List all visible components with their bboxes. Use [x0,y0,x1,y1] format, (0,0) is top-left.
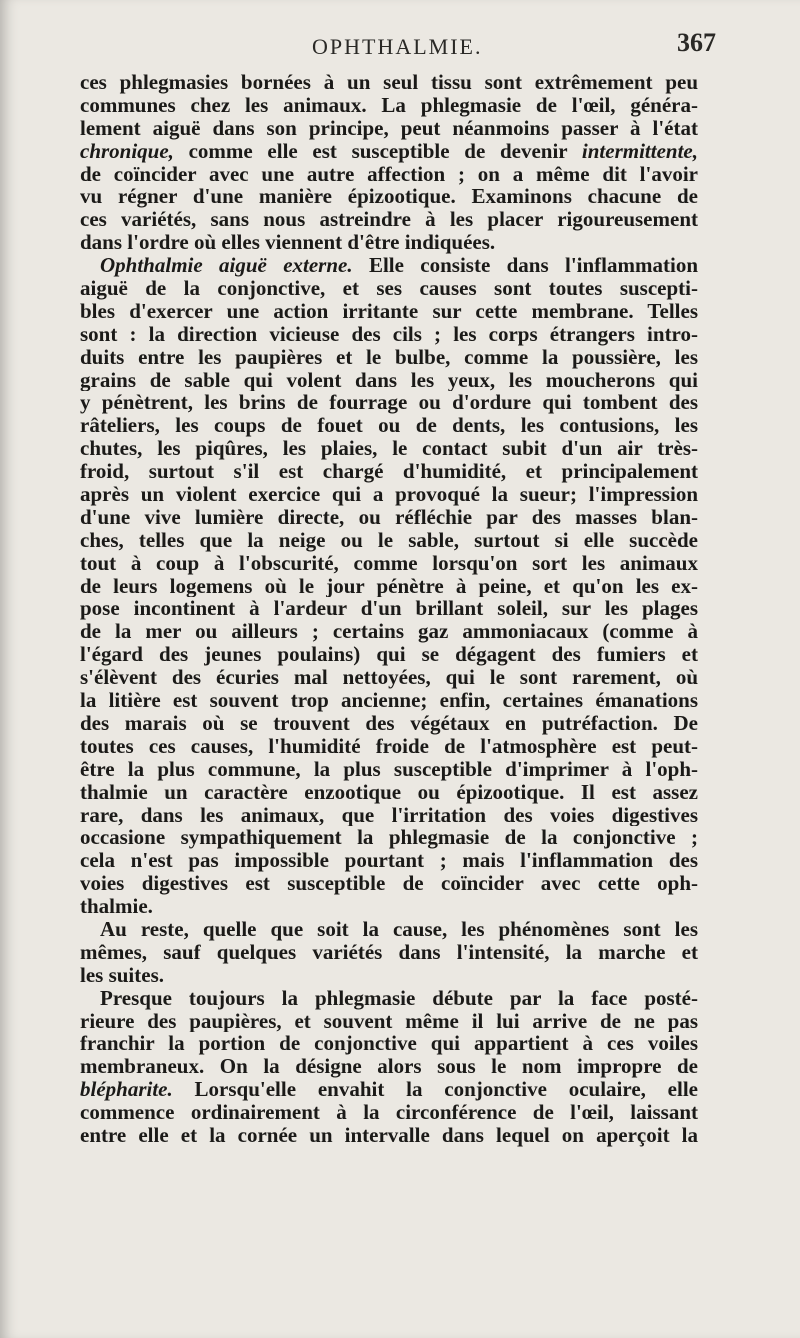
text-line: tout à coup à l'obscurité, comme lorsqu'on sort les animaux [80,551,698,575]
text-line: sont : la direction vicieuse des cils ; les corps étrangers intro- [80,322,698,346]
text-line: dans l'ordre où elles viennent d'être indiquées. [80,231,496,255]
text-line: Au reste, quelle que soit la cause, les phénomènes sont les [100,917,698,941]
text-line: ches, telles que la neige ou le sable, surtout si elle succède [80,528,698,552]
text-line: s'élèvent des écuries mal nettoyées, qui le sont rarement, où [80,666,698,690]
text-line: pose incontinent à l'ardeur d'un brillant soleil, sur les plages [80,597,698,621]
text-line [80,254,698,277]
text-line: communes chez les animaux. La phlegmasie de l'œil, généra- [80,93,698,117]
text-line: ces variétés, sans nous astreindre à les placer rigoureusement [80,208,698,232]
text-line: rare, dans les animaux, que l'irritation des voies digestives [80,803,698,827]
section-heading: Ophthalmie aiguë externe. [100,254,353,278]
text-line: de coïncider avec une autre affection ; on a même dit l'avoir [80,162,698,186]
text-line: ces phlegmasies bornées à un seul tissu sont extrêmement peu [80,71,698,94]
text-line: rieure des paupières, et souvent même il lui arrive de ne pas [80,1009,698,1033]
text-line: lement aiguë dans son principe, peut néanmoins passer à l'état [80,116,698,140]
text-line: de la mer ou ailleurs ; certains gaz ammoniacaux (comme à [80,620,698,644]
text-line: aiguë de la conjonctive, et ses causes sont toutes suscepti- [80,277,698,300]
italic-term: blépharite. [80,1078,173,1102]
text-segment: Lorsqu'elle envahit la conjonctive oculaire, elle [172,1078,698,1102]
text-line: cela n'est pas impossible pourtant ; mais l'inflammation des [80,849,698,873]
italic-term: chronique, [80,139,174,163]
text-line: membraneux. On la désigne alors sous le nom impropre de [80,1055,698,1079]
text-line: y pénètrent, les brins de fourrage ou d'ordure qui tombent des [80,391,698,415]
text-line: voies digestives est susceptible de coïncider avec cette oph- [80,872,698,896]
text-line: bles d'exercer une action irritante sur cette membrane. Telles [80,299,698,323]
text-line: de leurs logemens où le jour pénètre à peine, et qu'on les ex- [80,574,698,598]
running-head [80,28,716,64]
text-line: thalmie. [80,895,153,918]
text-line: franchir la portion de conjonctive qui appartient à ces voiles [80,1032,698,1056]
text-line: entre elle et la cornée un intervalle dans lequel on aperçoit la [80,1123,698,1147]
text-line: grains de sable qui volent dans les yeux, les moucherons qui [80,368,698,392]
text-line: des marais où se trouvent des végétaux en putréfaction. De [80,711,698,735]
text-line: râteliers, les coups de fouet ou de dents, les contusions, les [80,414,698,438]
text-line: occasione sympathiquement la phlegmasie de la conjonctive ; [80,826,698,850]
body-text [80,71,698,1147]
text-line: toutes ces causes, l'humidité froide de l'atmosphère est peut- [80,734,698,758]
text-line [80,1078,698,1101]
text-line: après un violent exercice qui a provoqué la sueur; l'impression [80,483,698,506]
text-line: froid, surtout s'il est chargé d'humidité, et principalement [80,460,698,484]
text-line: mêmes, sauf quelques variétés dans l'intensité, la marche et [80,940,698,964]
text-line: d'une vive lumière directe, ou réfléchie par des masses blan- [80,505,698,529]
text-line: chutes, les piqûres, les plaies, le contact subit d'un air très- [80,437,698,461]
text-line: commence ordinairement à la circonférence de l'œil, laissant [80,1101,698,1124]
text-line [80,140,698,163]
text-line: la litière est souvent trop ancienne; enfin, certaines émanations [80,689,698,712]
italic-term: intermittente, [581,139,698,163]
text-line: vu régner d'une manière épizootique. Examinons chacune de [80,185,698,209]
text-line: être la plus commune, la plus susceptible d'imprimer à l'oph- [80,757,698,781]
text-line: duits entre les paupières et le bulbe, comme la poussière, les [80,345,698,369]
text-line: les suites. [80,963,164,987]
running-head-title: OPHTHALMIE. [312,34,483,59]
page-number: 367 [677,28,716,57]
text-segment: comme elle est susceptible de devenir [173,139,582,163]
text-segment: Elle consiste dans l'inflammation [352,254,698,278]
text-line: thalmie un caractère enzootique ou épizootique. Il est assez [80,780,698,804]
text-line: l'égard des jeunes poulains) qui se dégagent des fumiers et [80,643,698,667]
text-line: Presque toujours la phlegmasie débute par la face posté- [100,986,698,1010]
